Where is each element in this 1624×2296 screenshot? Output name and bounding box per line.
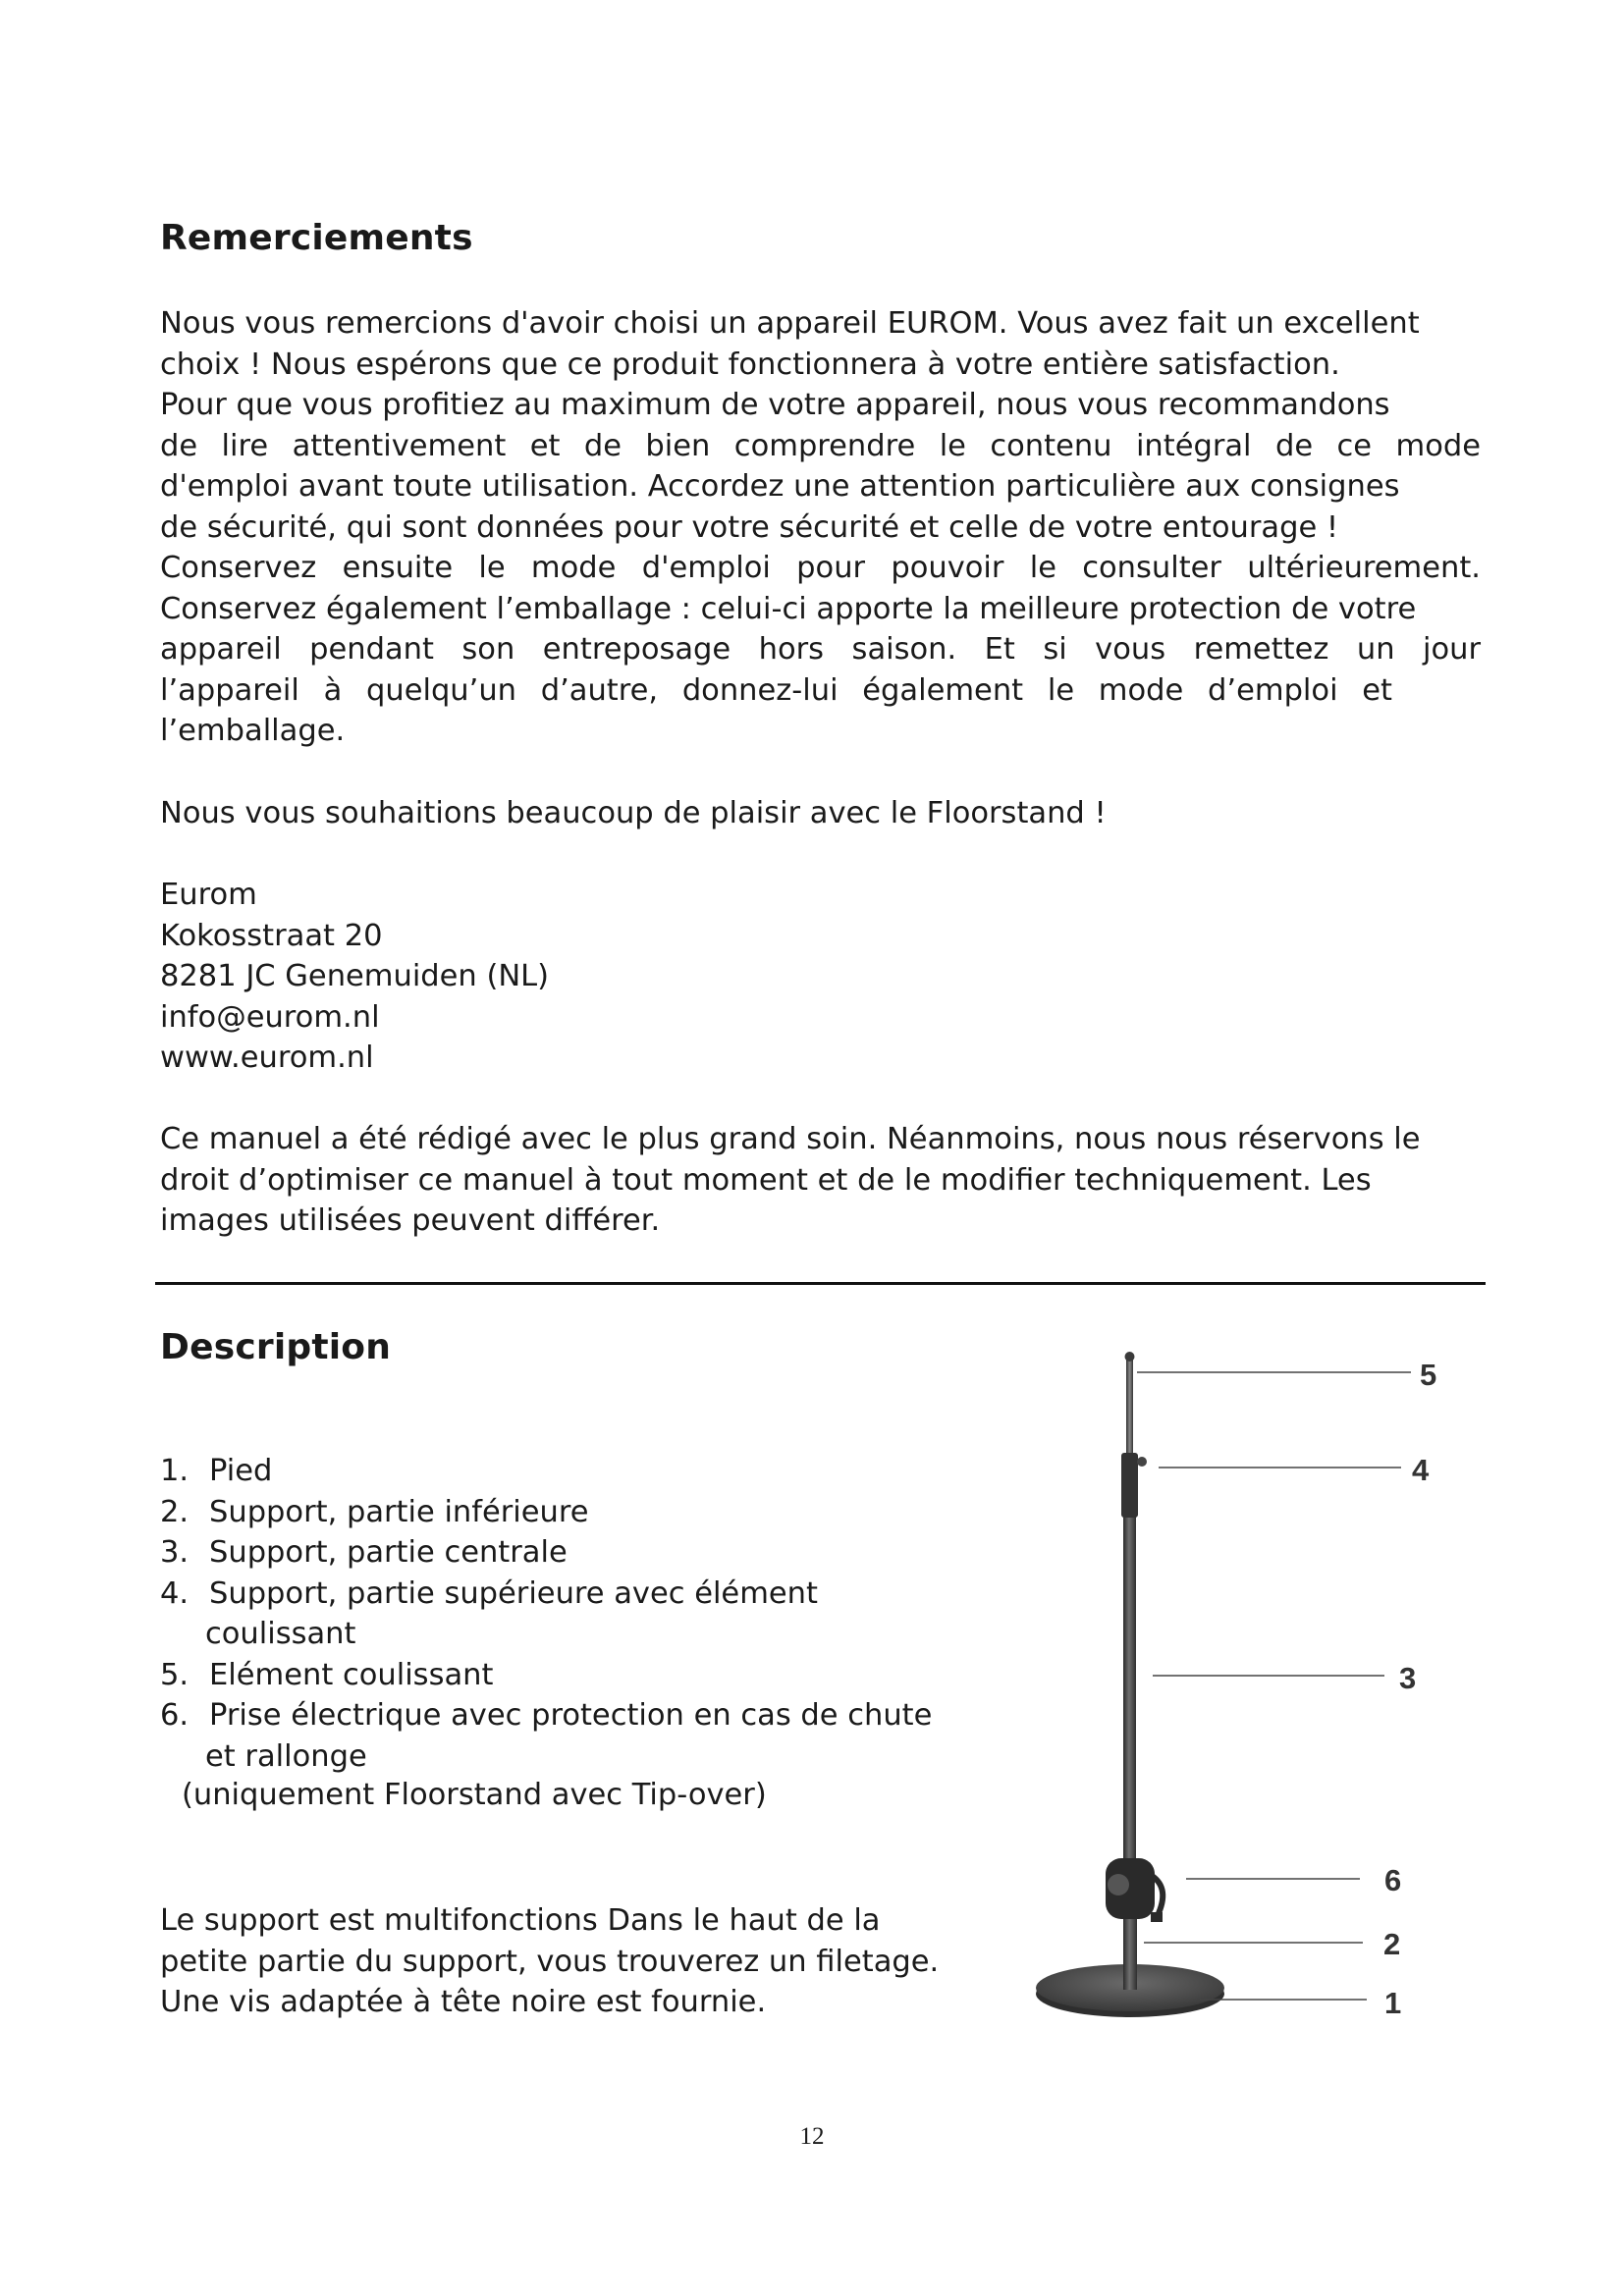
item-text-continued: coulissant [205,1617,356,1651]
figure-label-6: 6 [1384,1863,1402,1897]
intro-line: Pour que vous profitiez au maximum de votre appareil, nous vous recommandons [160,388,1390,422]
list-item [160,1532,932,1574]
intro-line: de sécurité, qui sont données pour votre sécurité et celle de votre entourage ! [160,509,1339,545]
disclaimer-line: Ce manuel a été rédigé avec le plus grand soin. Néanmoins, nous nous réservons le [160,1122,1421,1156]
list-item [160,1574,932,1655]
list-item [160,1695,932,1777]
figure-label-2: 2 [1383,1927,1401,1961]
intro-line: l’appareil à quelqu’un d’autre, donnez-lui également le mode d’emploi et [160,672,1392,708]
figure-label-3: 3 [1399,1661,1417,1695]
support-paragraph [160,1900,1004,2023]
figure-label-5: 5 [1420,1358,1437,1392]
tip-over-note: (uniquement Floorstand avec Tip-over) [182,1778,767,1812]
list-item [160,1451,932,1492]
item-number: 3. [160,1535,189,1570]
item-text: Prise électrique avec protection en cas de chute [209,1698,933,1733]
intro-line: l’emballage. [160,714,346,748]
page-number: 12 [799,2123,825,2150]
disclaimer-line: droit d’optimiser ce manuel à tout moment et de le modifier techniquement. Les [160,1162,1372,1198]
item-text-continued: et rallonge [205,1738,367,1774]
floorstand-illustration [1021,1340,1492,2047]
pole-lower [1123,1907,1137,1990]
pole-cap [1125,1352,1135,1362]
item-number: 1. [160,1454,189,1488]
item-number: 6. [160,1698,189,1733]
item-text: Pied [209,1454,273,1488]
support-line: petite partie du support, vous trouverez un filetage. [160,1944,940,1979]
item-text: Support, partie supérieure avec élément [209,1575,818,1611]
plug [1151,1912,1163,1922]
parts-list [160,1451,932,1777]
item-number: 2. [160,1494,189,1529]
email-link[interactable]: info@eurom.nl [160,999,380,1035]
pole-middle [1123,1507,1136,1911]
section-title-description: Description [160,1327,392,1367]
intro-paragraph [160,303,1486,752]
intro-line: Nous vous remercions d'avoir choisi un appareil EUROM. Vous avez fait un excellent [160,306,1420,341]
slider-knob [1137,1457,1147,1467]
website-link[interactable]: www.eurom.nl [160,1041,374,1075]
company-name: Eurom [160,878,257,912]
item-number: 4. [160,1575,189,1611]
postal-city: 8281 JC Genemuiden (NL) [160,959,550,993]
intro-line: de lire attentivement et de bien comprendre le contenu intégral de ce mode [160,428,1481,463]
address-block [160,875,1486,1079]
item-text: Support, partie centrale [209,1535,568,1570]
support-line: Le support est multifonctions Dans le haut de la [160,1903,881,1938]
figure-label-4: 4 [1412,1453,1430,1487]
support-line: Une vis adaptée à tête noire est fournie. [160,1985,767,2019]
disclaimer-line: images utilisées peuvent différer. [160,1203,661,1238]
list-item [160,1655,932,1696]
socket-outlet [1108,1874,1129,1896]
item-text: Elément coulissant [209,1657,494,1692]
section-title-remerciements: Remerciements [160,218,473,258]
intro-line: appareil pendant son entreposage hors saison. Et si vous remettez un jour [160,632,1481,667]
item-text: Support, partie inférieure [209,1494,589,1529]
intro-line: d'emploi avant toute utilisation. Accordez une attention particulière aux consignes [160,469,1400,504]
list-item [160,1492,932,1533]
slider-body [1121,1453,1138,1518]
wish-text: Nous vous souhaitions beaucoup de plaisir avec le Floorstand ! [160,796,1107,830]
intro-line: Conservez également l’emballage : celui-ci apporte la meilleure protection de votre [160,591,1417,626]
intro-line: choix ! Nous espérons que ce produit fonctionnera à votre entière satisfaction. [160,347,1340,382]
street-address: Kokosstraat 20 [160,918,383,953]
disclaimer-paragraph [160,1119,1486,1242]
intro-line: Conservez ensuite le mode d'emploi pour pouvoir le consulter ultérieurement. [160,551,1481,585]
item-number: 5. [160,1657,189,1692]
section-divider [155,1282,1486,1285]
figure-label-1: 1 [1384,1986,1402,2020]
